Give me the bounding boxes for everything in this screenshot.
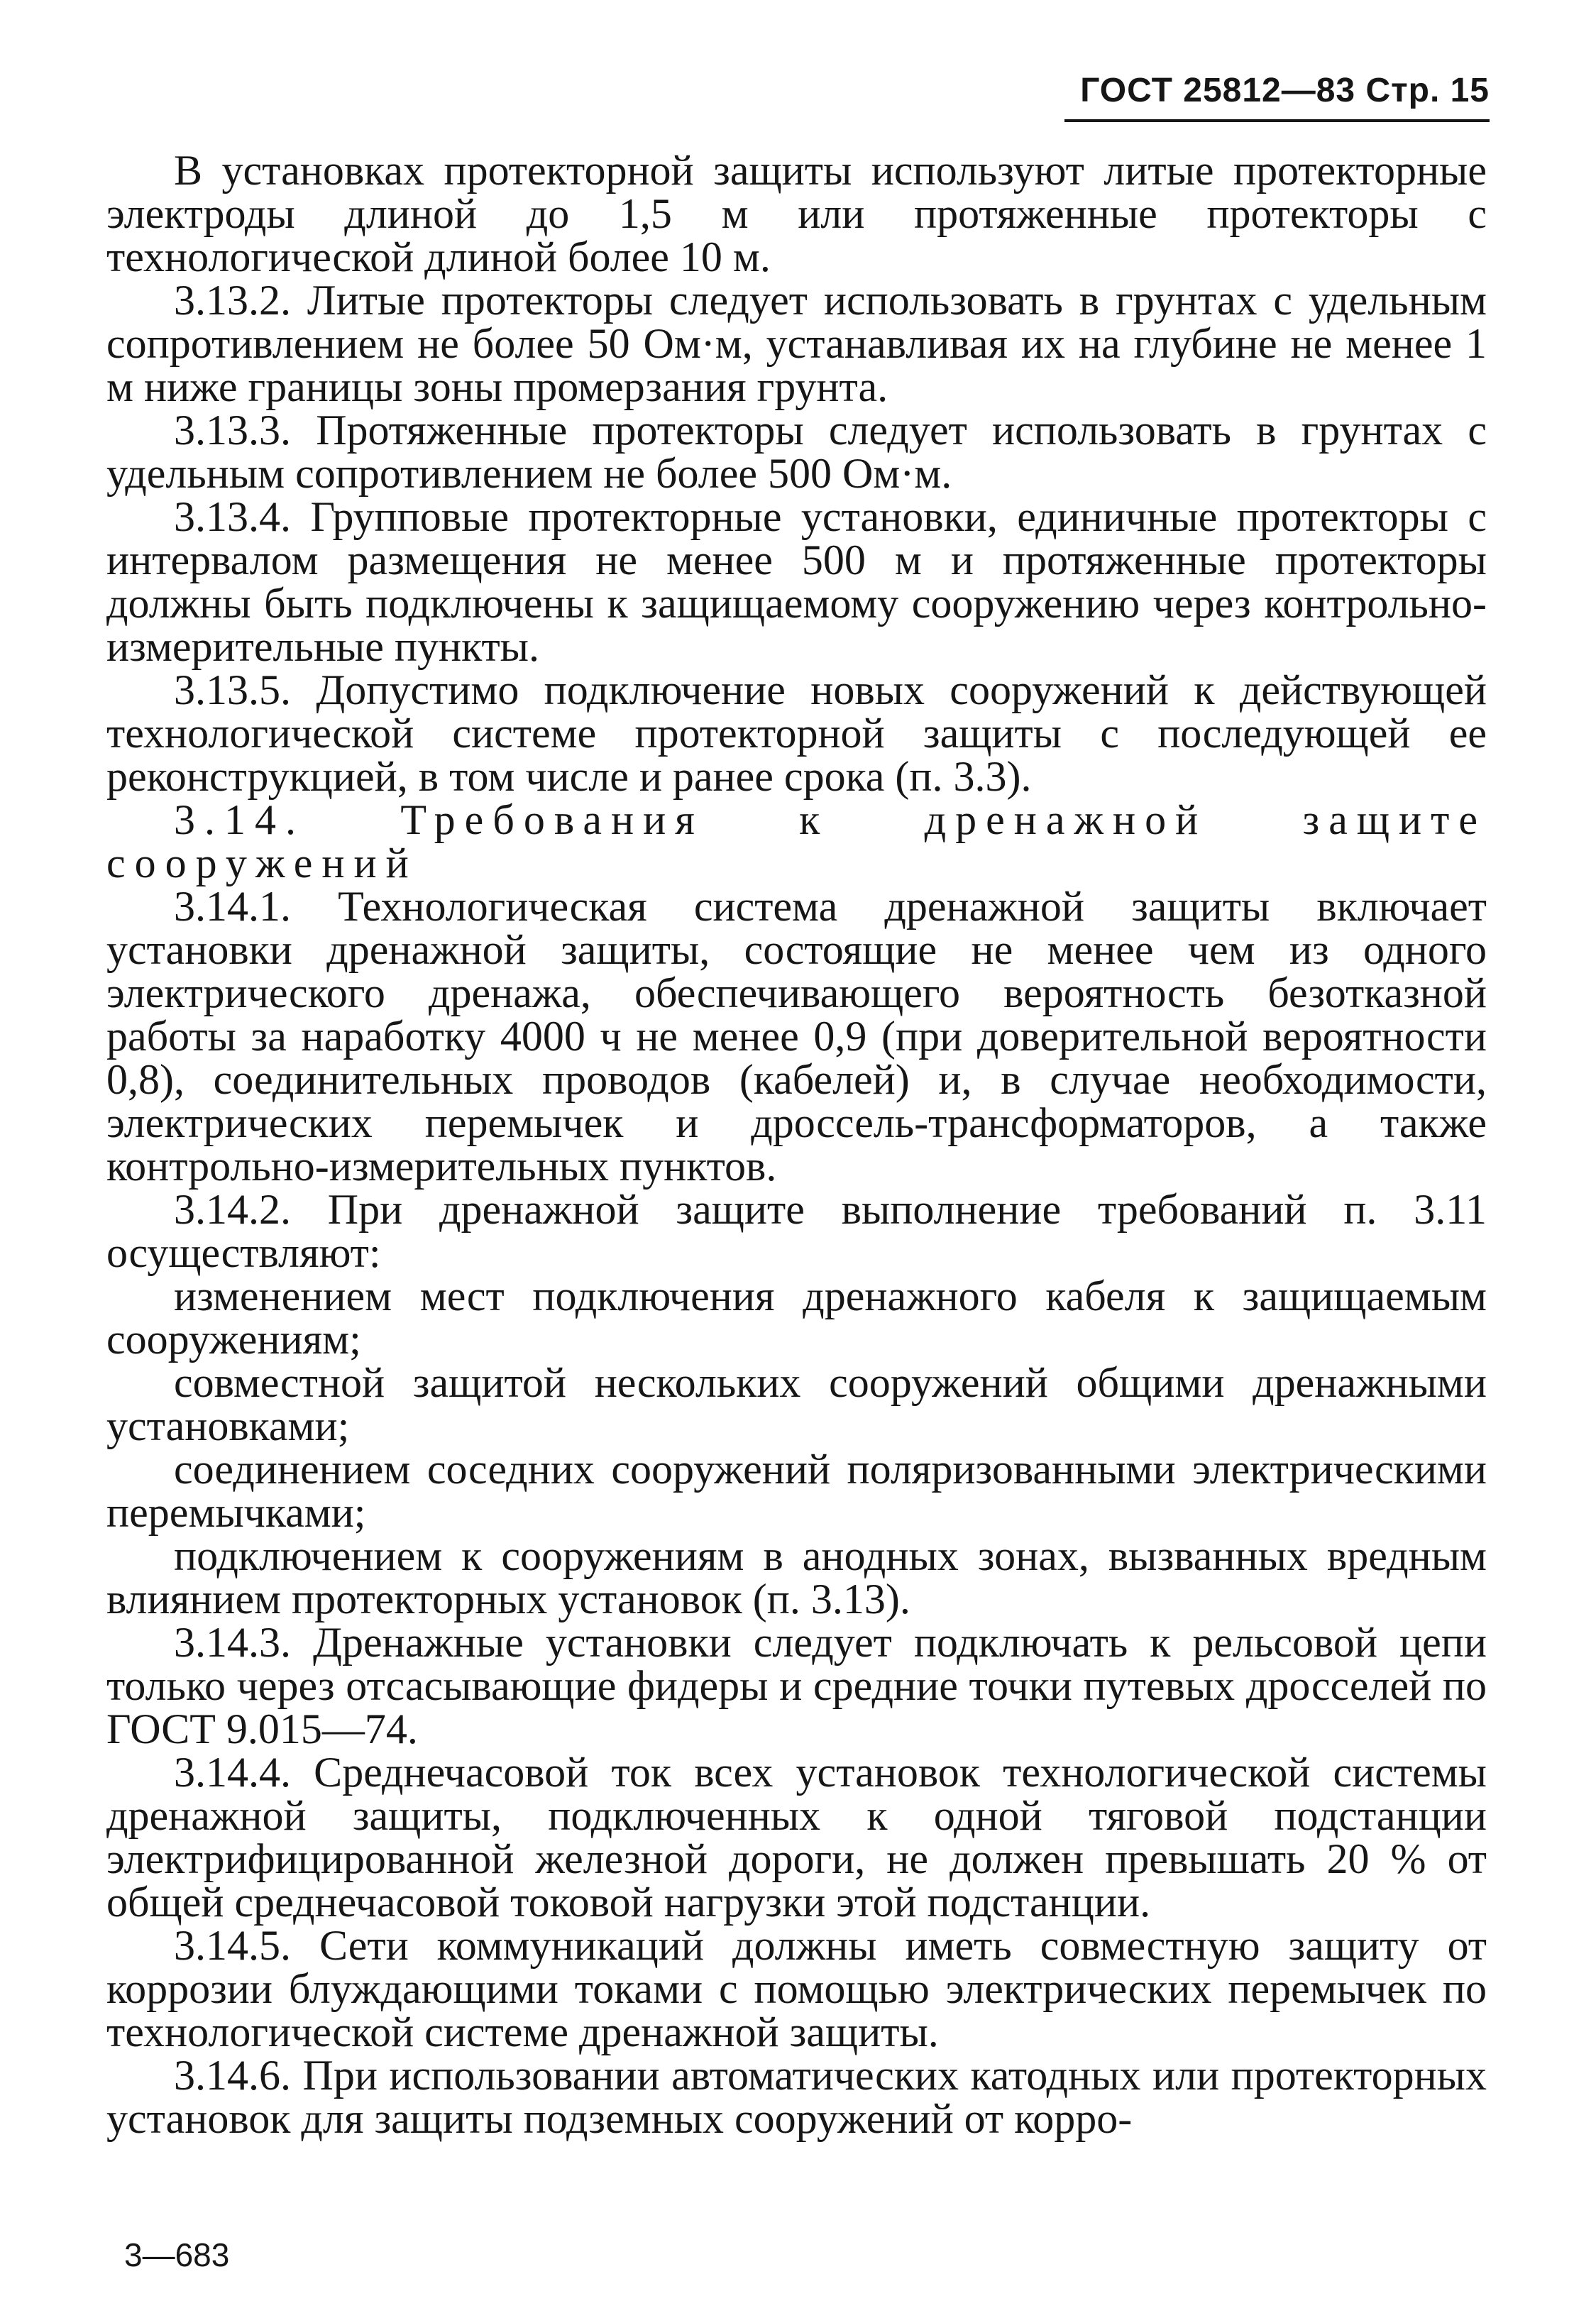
list-item: соединением соседних сооружений поляризованными электрическими перемычками;	[106, 1446, 1487, 1536]
list-item: совместной защитой нескольких сооружений общими дренажными установками;	[106, 1359, 1487, 1449]
paragraph: 3.14.6. При использовании автоматических катодных или протекторных установок для защиты подземных сооружений от корро-	[106, 2052, 1487, 2142]
paragraph: 3.13.4. Групповые протекторные установки, единичные протекторы с интервалом размещения не менее 500 м и протяженные протекторы должны быть подключены к защищаемому сооружению через контрольно-измерительные пункты.	[106, 493, 1487, 670]
paragraph: В установках протекторной защиты используют литые протекторные электроды длиной до 1,5 м или протяженные протекторы с технологической длиной более 10 м.	[106, 147, 1487, 280]
paragraph: 3.13.2. Литые протекторы следует использовать в грунтах с удельным сопротивлением не более 50 Ом·м, устанавливая их на глубине не менее 1 м ниже границы зоны промерзания грунта.	[106, 277, 1487, 410]
paragraph: 3.14.2. При дренажной защите выполнение требований п. 3.11 осуществляют:	[106, 1186, 1487, 1276]
paragraph: 3.14.4. Среднечасовой ток всех установок технологической системы дренажной защиты, подключенных к одной тяговой подстанции электрифицированной железной дороги, не должен превышать 20 % от общей среднечасовой токовой нагрузки этой подстанции.	[106, 1749, 1487, 1926]
paragraph: 3.14.5. Сети коммуникаций должны иметь совместную защиту от коррозии блуждающими токами с помощью электрических перемычек по технологической системе дренажной защиты.	[106, 1922, 1487, 2055]
list-item: подключением к сооружениям в анодных зонах, вызванных вредным влиянием протекторных установок (п. 3.13).	[106, 1532, 1487, 1622]
page-footer-signature: 3—683	[124, 2236, 230, 2273]
paragraph: 3.13.5. Допустимо подключение новых сооружений к действующей технологической системе протекторной защиты с последующей ее реконструкцией, в том числе и ранее срока (п. 3.3).	[106, 666, 1487, 800]
page-header: ГОСТ 25812—83 Стр. 15	[1080, 72, 1490, 109]
section-heading: 3.14. Требования к дренажной защите сооружений	[106, 796, 1487, 886]
paragraph: 3.13.3. Протяженные протекторы следует использовать в грунтах с удельным сопротивлением не более 500 Ом·м.	[106, 407, 1487, 497]
list-item: изменением мест подключения дренажного кабеля к защищаемым сооружениям;	[106, 1273, 1487, 1363]
paragraph: 3.14.3. Дренажные установки следует подключать к рельсовой цепи только через отсасывающие фидеры и средние точки путевых дросселей по ГОСТ 9.015—74.	[106, 1619, 1487, 1752]
paragraph: 3.14.1. Технологическая система дренажной защиты включает установки дренажной защиты, состоящие не менее чем из одного электрического дренажа, обеспечивающего вероятность безотказной работы за наработку 4000 ч не менее 0,9 (при доверительной вероятности 0,8), соединительных проводов (кабелей) и, в случае необходимости, электрических перемычек и дроссель-трансформаторов, а также контрольно-измерительных пунктов.	[106, 883, 1487, 1190]
document-body	[106, 149, 1487, 2141]
header-rule	[1064, 119, 1490, 122]
